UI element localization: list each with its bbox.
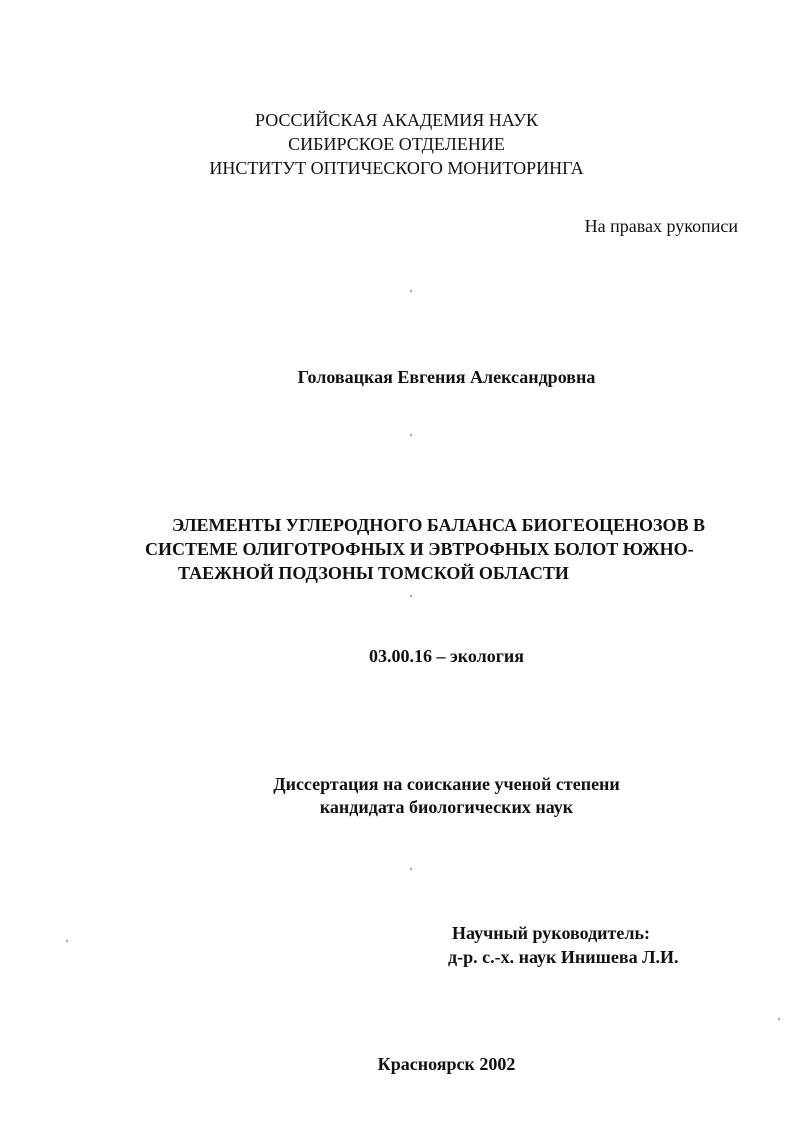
scan-speck <box>778 1018 780 1020</box>
scan-speck <box>410 868 412 870</box>
degree-line-1: Диссертация на соискание ученой степени <box>273 774 620 794</box>
supervisor-block <box>448 921 678 969</box>
scan-speck <box>410 595 412 597</box>
scan-speck <box>410 434 412 436</box>
supervisor-name: д-р. с.-х. наук Инишева Л.И. <box>448 947 679 967</box>
scan-speck <box>66 940 68 942</box>
title-line-1: ЭЛЕМЕНТЫ УГЛЕРОДНОГО БАЛАНСА БИОГЕОЦЕНОЗОВ В <box>172 515 705 535</box>
branch-name: СИБИРСКОЕ ОТДЕЛЕНИЕ <box>288 134 505 154</box>
degree-statement <box>0 773 793 819</box>
manuscript-note: На правах рукописи <box>584 216 738 236</box>
specialty-code: 03.00.16 – экология <box>368 646 525 666</box>
place-and-year: Красноярск 2002 <box>377 1054 516 1074</box>
supervisor-label: Научный руководитель: <box>452 923 650 943</box>
institute-name: ИНСТИТУТ ОПТИЧЕСКОГО МОНИТОРИНГА <box>209 158 584 178</box>
scan-speck <box>410 290 412 292</box>
title-line-2: СИСТЕМЕ ОЛИГОТРОФНЫХ И ЭВТРОФНЫХ БОЛОТ ЮЖНО- <box>145 539 694 559</box>
author-name: Головацкая Евгения Александровна <box>297 367 596 387</box>
institution-header <box>0 108 793 180</box>
title-line-3: ТАЕЖНОЙ ПОДЗОНЫ ТОМСКОЙ ОБЛАСТИ <box>178 563 569 583</box>
academy-name: РОССИЙСКАЯ АКАДЕМИЯ НАУК <box>255 110 538 130</box>
degree-line-2: кандидата биологических наук <box>319 797 574 817</box>
